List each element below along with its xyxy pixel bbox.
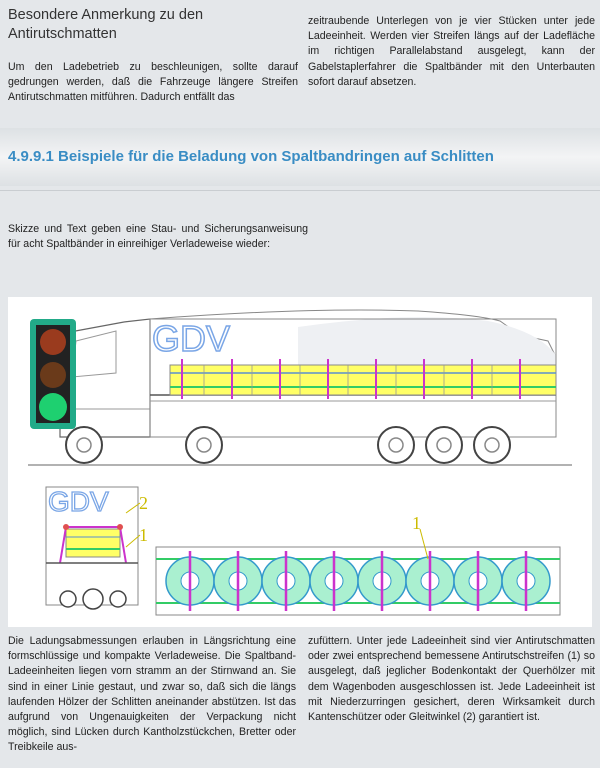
cargo-block-side <box>170 365 556 395</box>
gdv-logo-rear: GDV <box>48 486 109 517</box>
intro-paragraph: Skizze und Text geben eine Stau- und Sicherungsanweisung für acht Spaltbänder in einreihiger Verladeweise wieder: <box>8 223 308 251</box>
section-title: 4.9.9.1 Beispiele für die Beladung von Spaltbandringen auf Schlitten <box>8 148 494 165</box>
label-1-top: 1 <box>412 513 421 533</box>
label-1-rear: 1 <box>139 525 148 545</box>
bottom-left-paragraph: Die Ladungsabmessungen erlauben in Längsrichtung eine formschlüssige und kompakte Verladeweise. Die Spaltband-Ladeeinheiten liegen vorn stramm an der Stirnwand an. Sie sind in einer Linie gestaut, und zwar so, daß sich die längs laufenden Hölzer der Schlitten aneinander abstützen. Ist das aufgrund von Ungenauigkeiten der Verpackung nicht möglich, sind Lücken durch Kantholzstückchen, Bretter oder Treibkeile aus- <box>8 635 296 754</box>
truck-rear-view <box>46 486 148 609</box>
loading-diagram <box>8 297 592 627</box>
section-divider <box>0 190 600 191</box>
label-2: 2 <box>139 493 148 513</box>
traffic-light-icon <box>30 319 76 429</box>
loading-figure <box>8 297 592 627</box>
tarp-shading <box>298 317 556 365</box>
truck-side-view <box>28 310 572 465</box>
top-left-paragraph: Um den Ladebetrieb zu beschleunigen, sollte darauf gedrungen werden, daß die Fahrzeuge längere Streifen Antirutschmatten mitführen. Dadurch entfällt das <box>8 61 298 104</box>
rear-cargo <box>66 529 120 557</box>
truck-top-view <box>156 513 560 615</box>
gdv-logo-side: GDV <box>152 318 231 359</box>
page-top-heading: Besondere Anmerkung zu den Antirutschmatten <box>8 7 204 42</box>
bottom-right-paragraph: zufüttern. Unter jede Ladeeinheit sind vier Antirutschmatten oder zwei entsprechend bemessene Antirutschstreifen (1) so ausgelegt, daß jeglicher Bodenkontakt der Querhölzer mit dem Wagenboden ausgeschlossen ist. Jede Ladeeinheit ist mit Niederzurringen gesichert, deren Wirksamkeit durch Kantenschützer oder Gleitwinkel (2) garantiert ist. <box>308 635 595 724</box>
top-right-paragraph: zeitraubende Unterlegen von je vier Stücken unter jede Ladeeinheit. Werden vier Streifen längs auf der Ladefläche im richtigen Parallelabstand ausgelegt, kann der Gabelstaplerfahrer die Spaltbänder mit den Unterbauten sofort darauf absetzen. <box>308 15 595 88</box>
